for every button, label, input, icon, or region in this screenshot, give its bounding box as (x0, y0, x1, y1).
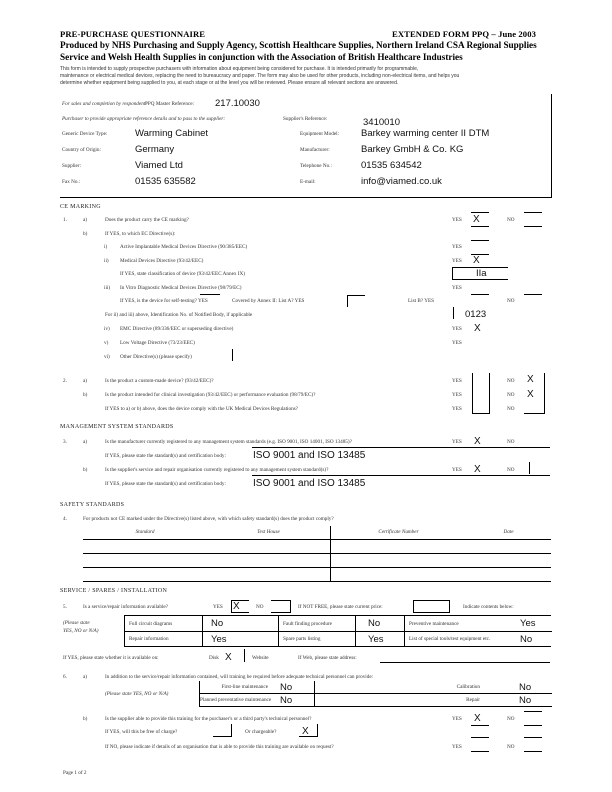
q2a-text: Is the product a custom-made device? (93/42/EEC)? (105, 378, 214, 384)
q2c-no-label: NO (507, 406, 515, 412)
col-certificate: Certificate Number (378, 529, 419, 535)
col-test-house: Test House (257, 529, 280, 535)
fax-value[interactable]: 01535 635582 (135, 176, 196, 187)
q3a-yes-mark[interactable]: X (474, 436, 481, 447)
website-label: Website (252, 655, 269, 661)
q6-number: 6. (63, 674, 67, 680)
telephone-label: Telephone No.: (300, 163, 332, 169)
q6c-text: If NO, please indicate if details of an organisation that is able to provide this training are available on request? (105, 744, 334, 750)
q1a-letter: a) (83, 217, 88, 223)
q6b-chargeable-label: Or chargeable? (245, 729, 277, 735)
grid-label: List of special tools/test equipment etc. (409, 636, 491, 642)
q1b-iii-num: iii) (104, 285, 111, 291)
q3b-yes-mark[interactable]: X (474, 464, 481, 475)
grid-value[interactable]: Yes (211, 634, 227, 645)
q5-number: 5. (63, 604, 67, 610)
q6c-yes-label: YES (452, 744, 462, 750)
model-label: Equipment Model: (300, 131, 340, 137)
media-label: If YES, please state whether it is available on: (63, 655, 159, 661)
training-value[interactable]: No (280, 682, 293, 693)
training-grid (199, 681, 551, 707)
q1b-ii-yes-mark[interactable]: X (473, 255, 480, 266)
telephone-value[interactable]: 01535 634542 (361, 160, 422, 171)
fax-label: Fax No.: (62, 179, 81, 185)
q3a-yes-label: YES (452, 439, 462, 445)
country-label: Country of Origin: (62, 147, 101, 153)
supplier-ref-label: Supplier's Reference: (283, 116, 328, 122)
q1b-i-yes-label: YES (452, 244, 462, 250)
q2b-yes-label: YES (452, 392, 462, 398)
web-address-field[interactable] (380, 662, 550, 663)
safety-standards-table (83, 526, 551, 582)
email-value[interactable]: info@viamed.co.uk (361, 176, 442, 187)
q3b-letter: b) (83, 467, 88, 473)
q3a-text: Is the manufacturer currently registered to any management system standards (e.g. ISO 9001, ISO 14001, ISO 13485)? (105, 439, 352, 445)
q5-cost-label: If NOT FREE, please state current price: (298, 604, 383, 610)
grid-value[interactable]: No (211, 618, 224, 629)
q3a-state-value[interactable]: ISO 9001 and ISO 13485 (253, 450, 366, 461)
training-label: Calibration (456, 684, 480, 690)
q1b-iv-text: EMC Directive (89/336/EEC or superseding directive) (120, 326, 234, 332)
other-directive-field[interactable] (232, 349, 233, 361)
service-info-grid (124, 615, 551, 647)
grid-label: Repair information (129, 636, 169, 642)
q2b-no-label: NO (507, 392, 515, 398)
q4-number: 4. (63, 516, 67, 522)
q2a-no-label: NO (507, 378, 515, 384)
self-test-no-label: NO (507, 298, 515, 304)
q1b-iv-yes-label: YES (452, 326, 462, 332)
supplier-note: Purchaser to provide appropriate reference details and to pass to the supplier: (62, 116, 226, 122)
q6b-text: Is the supplier able to provide this training for the purchaser's or a third party's technical personnel? (105, 716, 312, 722)
table-row[interactable] (83, 553, 551, 554)
q6b-chargeable-mark[interactable]: X (302, 726, 309, 737)
grid-value[interactable]: No (368, 618, 381, 629)
table-row[interactable] (83, 567, 551, 568)
intro-line-2: maintenance or electrical medical devices, replacing the need to bureaucracy and paper. The form may also be used for other products, including non-electrical items, and helps you (60, 73, 460, 79)
q5-cost-field[interactable] (413, 600, 450, 613)
for-completion-label: For sales and completion by respondent: (62, 101, 147, 107)
supplier-label: Supplier: (62, 163, 82, 169)
q2a-letter: a) (83, 378, 88, 384)
q2a-no-mark[interactable]: X (527, 374, 534, 385)
supplier-ref-value[interactable]: 3410010 (363, 117, 400, 128)
q1a-yes-mark[interactable]: X (473, 214, 480, 225)
training-value[interactable]: No (519, 682, 532, 693)
training-label: Repair (466, 697, 480, 703)
q2b-letter: b) (83, 392, 88, 398)
form-version: EXTENDED FORM PPQ – June 2003 (392, 29, 536, 39)
q5-text: Is a service/repair information available? (83, 604, 168, 610)
q3a-letter: a) (83, 439, 88, 445)
table-row[interactable] (83, 581, 551, 582)
q5-no-box[interactable] (271, 600, 291, 613)
q1b-vi-text: Other Directive(s) (please specify) (120, 354, 192, 360)
grid-value[interactable]: No (520, 634, 533, 645)
q3-number: 3. (63, 439, 67, 445)
q1b-text: If YES, to which EC Directive(s): (105, 231, 176, 237)
country-value[interactable]: Germany (135, 144, 175, 155)
q3b-text: Is the supplier's service and repair organisation currently registered to any management system standard(s)? (105, 467, 329, 473)
q5-yes-mark[interactable]: X (233, 601, 240, 612)
q1b-v-num: v) (104, 340, 109, 346)
q6c-no-label: NO (507, 744, 515, 750)
q6a-side-label: (Please state YES, NO or N/A) (105, 691, 169, 697)
q3a-no-label: NO (507, 439, 515, 445)
q1b-vi-num: vi) (104, 354, 110, 360)
q2-number: 2. (63, 378, 67, 384)
training-value[interactable]: No (280, 695, 293, 706)
q2a-yes-label: YES (452, 378, 462, 384)
col-date: Date (503, 529, 514, 535)
q1b-ii-yes-label: YES (452, 258, 462, 264)
q1b-i-text: Active Implantable Medical Devices Directive (90/385/EEC) (120, 244, 248, 250)
q1b-ii-text: Medical Devices Directive (93/42/EEC) (120, 258, 204, 264)
side-label-2: YES, NO or N/A) (63, 628, 99, 634)
q6b-yes-label: YES (452, 716, 462, 722)
classification-label: If YES, state classification of device (93/42/EEC Annex IX) (120, 271, 245, 277)
grid-label: Full circuit diagrams (129, 621, 173, 627)
intro-line-1: This form is intended to supply prospective purchasers with information about equipment being considered for purchase. It is intended primarily for programmable, (60, 66, 419, 72)
produced-by-line2: Service and Welsh Health Supplies in conjunction with the Association of British Healthcare Industries (60, 52, 463, 62)
management-heading: MANAGEMENT SYSTEM STANDARDS (60, 424, 174, 430)
q3b-no-label: NO (507, 467, 515, 473)
q6a-text: In addition to the service/repair information contained, will training be required before adequate technical personnel can provide: (105, 674, 374, 680)
ppq-ref-value[interactable]: 217.10030 (215, 98, 260, 109)
classification-value[interactable]: IIa (476, 268, 487, 279)
training-label: Planned preventative maintenance (200, 697, 272, 703)
ppq-ref-label: PPQ Master Reference: (145, 101, 194, 107)
manufacturer-value[interactable]: Barkey GmbH & Co. KG (361, 144, 464, 155)
q2c-text: If YES to a) or b) above, does the device comply with the UK Medical Devices Regulations? (105, 406, 298, 412)
disk-label: Disk (209, 655, 219, 661)
device-type-label: Generic Device Type: (62, 131, 108, 137)
q1b-iii-yes-label: YES (452, 285, 462, 291)
model-value[interactable]: Barkey warming center II DTM (361, 128, 490, 139)
q6b-free-label: If YES, will this be free of charge? (105, 729, 178, 735)
q1b-iii-text: In Vitro Diagnostic Medical Devices Directive (98/79/EC) (120, 285, 242, 291)
q2b-text: Is the product intended for clinical investigation (93/42/EEC) or performance evaluation (98/79/EC)? (105, 392, 316, 398)
q1a-text: Does the product carry the CE marking? (105, 217, 189, 223)
q1b-iv-num: iv) (104, 326, 110, 332)
disk-mark[interactable]: X (225, 652, 232, 663)
q3b-state-value[interactable]: ISO 9001 and ISO 13485 (253, 478, 366, 489)
q1a-no-label: NO (507, 217, 515, 223)
q6b-free-box[interactable] (213, 724, 232, 737)
supplier-value[interactable]: Viamed Ltd (135, 160, 183, 171)
col-standard: Standard (135, 529, 155, 535)
q6b-yes-mark[interactable]: X (474, 713, 481, 724)
device-type-value[interactable]: Warming Cabinet (135, 128, 209, 139)
email-label: E-mail: (300, 179, 316, 185)
grid-label: Spare parts listing (283, 636, 321, 642)
q3b-state-label: If YES, please state the standard(s) and certification body: (105, 481, 226, 487)
ce-marking-heading: CE MARKING (60, 204, 101, 210)
q5-yes-label: YES (213, 604, 223, 610)
q6b-no-label: NO (507, 716, 515, 722)
produced-by-line1: Produced by NHS Purchasing and Supply Agency, Scottish Healthcare Supplies, Northern Ireland CSA Regional Supplies (60, 40, 537, 50)
manufacturer-label: Manufacturer: (300, 147, 330, 153)
q5-no-label: NO (256, 604, 264, 610)
notified-body-label: For ii) and iii) above, Identification No. of Notified Body, if applicable (105, 312, 253, 318)
notified-body-value[interactable]: 0123 (465, 309, 487, 320)
q1b-iv-yes-mark[interactable]: X (474, 323, 481, 334)
q1b-v-text: Low Voltage Directive (73/23/EEC) (120, 340, 195, 346)
q1-number: 1. (63, 217, 67, 223)
q5-contents-label: Indicate contents below: (463, 604, 514, 610)
q4-text: For products not CE marked under the Directive(s) listed above, with which safety standard(s) does the product comply? (83, 516, 334, 522)
q6a-letter: a) (83, 674, 88, 680)
q2b-no-mark[interactable]: X (527, 389, 534, 400)
q1b-letter: b) (83, 231, 88, 237)
grid-value[interactable]: Yes (368, 634, 384, 645)
web-address-label: If Web, please state address: (298, 655, 357, 661)
q2c-yes-label: YES (452, 406, 462, 412)
list-b-label: List B? YES (408, 298, 435, 304)
q1b-i-num: i) (104, 244, 108, 250)
grid-label: Fault finding procedure (283, 621, 332, 627)
q6b-letter: b) (83, 716, 88, 722)
page-number: Page 1 of 2 (63, 770, 87, 776)
safety-heading: SAFETY STANDARDS (60, 502, 125, 508)
service-heading: SERVICE / SPARES / INSTALLATION (60, 588, 168, 594)
q1b-ii-num: ii) (104, 258, 109, 264)
annex-list-a-label: Covered by Annex II: List A? YES (232, 298, 305, 304)
form-title: PRE-PURCHASE QUESTIONNAIRE (60, 29, 206, 39)
q3a-state-label: If YES, please state the standard(s) and certification body: (105, 453, 226, 459)
list-a-box[interactable] (347, 295, 365, 307)
training-label: First-line maintenance (221, 684, 268, 690)
q1a-yes-label: YES (452, 217, 462, 223)
grid-value[interactable]: Yes (520, 618, 536, 629)
training-value[interactable]: No (519, 695, 532, 706)
side-label-1: (Please state (63, 620, 90, 626)
intro-line-3: determine whether equipment being supplied to you, at each stage or at the level you will be reviewed. Please ensure all relevant sections are answered. (60, 80, 399, 86)
q1b-v-yes-label: YES (452, 340, 462, 346)
grid-label: Preventive maintenance (409, 621, 459, 627)
q3b-yes-label: YES (452, 467, 462, 473)
self-test-label: If YES, is the device for self-testing? YES (120, 298, 208, 304)
